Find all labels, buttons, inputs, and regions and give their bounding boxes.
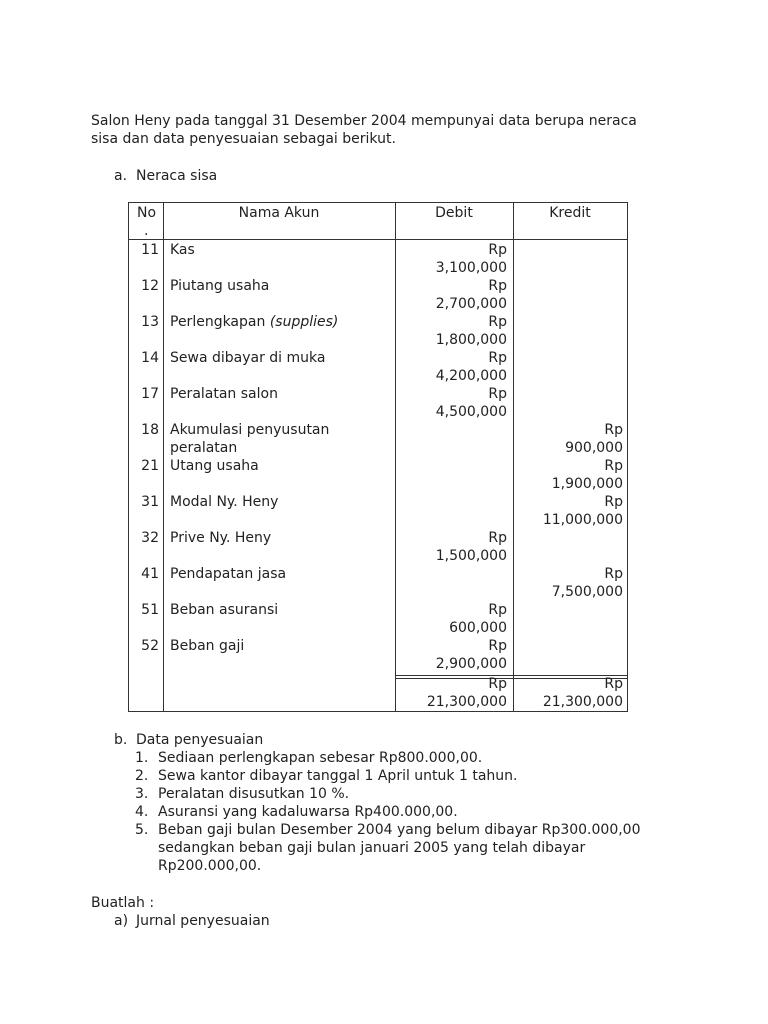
account-number: 31 — [141, 494, 159, 510]
account-number: 52 — [141, 638, 159, 654]
account-name — [170, 349, 325, 367]
adjustment-number: 3. — [135, 786, 149, 802]
header-kredit: Kredit — [549, 205, 591, 221]
account-name — [170, 421, 329, 439]
header-nama-akun: Nama Akun — [238, 205, 320, 221]
adjustment-text: Sewa kantor dibayar tanggal 1 April untuk 1 tahun. — [158, 768, 518, 784]
header-divider — [129, 239, 627, 240]
account-name-text: Utang usaha — [170, 458, 259, 474]
section-b-marker: b. — [114, 732, 128, 748]
account-number: 18 — [141, 422, 159, 438]
account-number: 41 — [141, 566, 159, 582]
task-marker: a) — [114, 913, 129, 929]
column-divider — [163, 203, 164, 711]
intro-line-1: Salon Heny pada tanggal 31 Desember 2004 mempunyai data berupa neraca — [91, 113, 637, 129]
account-number: 13 — [141, 314, 159, 330]
account-name-text: Pendapatan jasa — [170, 566, 287, 582]
debit-amount: 4,200,000 — [435, 368, 507, 384]
debit-currency: Rp — [488, 314, 507, 330]
account-name-text: Sewa dibayar di muka — [170, 350, 326, 366]
total-kredit-currency: Rp — [604, 676, 623, 692]
account-name-text: Perlengkapan — [170, 314, 270, 330]
account-name-text: Beban asuransi — [170, 602, 279, 618]
account-name — [170, 529, 271, 547]
account-number: 11 — [141, 242, 159, 258]
trial-balance-table — [128, 202, 628, 712]
account-name-text: Kas — [170, 242, 195, 258]
kredit-currency: Rp — [604, 566, 623, 582]
kredit-currency: Rp — [604, 422, 623, 438]
account-name-text: Beban gaji — [170, 638, 245, 654]
account-number: 12 — [141, 278, 159, 294]
debit-amount: 2,700,000 — [435, 296, 507, 312]
kredit-amount: 1,900,000 — [551, 476, 623, 492]
account-name-text: Modal Ny. Heny — [170, 494, 279, 510]
account-name — [170, 457, 259, 475]
account-name — [170, 313, 338, 331]
account-name — [170, 277, 269, 295]
account-number: 17 — [141, 386, 159, 402]
debit-currency: Rp — [488, 242, 507, 258]
intro-line-2: sisa dan data penyesuaian sebagai berikut. — [91, 131, 396, 147]
header-debit: Debit — [435, 205, 473, 221]
account-name-text: Prive Ny. Heny — [170, 530, 272, 546]
account-name-line-2: peralatan — [170, 440, 238, 456]
task-item: Jurnal penyesuaian — [136, 913, 270, 929]
kredit-amount: 11,000,000 — [542, 512, 623, 528]
debit-currency: Rp — [488, 530, 507, 546]
debit-currency: Rp — [488, 638, 507, 654]
kredit-currency: Rp — [604, 494, 623, 510]
total-kredit: 21,300,000 — [542, 694, 623, 710]
debit-amount: 600,000 — [449, 620, 507, 636]
adjustment-text: Sediaan perlengkapan sebesar Rp800.000,00. — [158, 750, 483, 766]
account-number: 32 — [141, 530, 159, 546]
adjustment-text: Asuransi yang kadaluwarsa Rp400.000,00. — [158, 804, 458, 820]
debit-currency: Rp — [488, 278, 507, 294]
debit-currency: Rp — [488, 350, 507, 366]
section-a-title: Neraca sisa — [136, 168, 218, 184]
task-title: Buatlah : — [91, 895, 155, 911]
debit-currency: Rp — [488, 602, 507, 618]
account-name — [170, 565, 286, 583]
account-name — [170, 241, 195, 259]
account-number: 51 — [141, 602, 159, 618]
debit-amount: 2,900,000 — [435, 656, 507, 672]
account-number: 14 — [141, 350, 159, 366]
total-debit: 21,300,000 — [426, 694, 507, 710]
adjustment-number: 2. — [135, 768, 149, 784]
adjustment-text: Rp200.000,00. — [158, 858, 262, 874]
kredit-amount: 7,500,000 — [551, 584, 623, 600]
adjustment-text: sedangkan beban gaji bulan januari 2005 yang telah dibayar — [158, 840, 586, 856]
section-b-title: Data penyesuaian — [136, 732, 264, 748]
adjustment-number: 1. — [135, 750, 149, 766]
debit-amount: 1,800,000 — [435, 332, 507, 348]
section-a-marker: a. — [114, 168, 128, 184]
account-name-text: Piutang usaha — [170, 278, 270, 294]
debit-amount: 4,500,000 — [435, 404, 507, 420]
account-name-italic: (supplies) — [269, 314, 339, 330]
account-number: 21 — [141, 458, 159, 474]
debit-currency: Rp — [488, 386, 507, 402]
account-name — [170, 601, 278, 619]
adjustment-text: Beban gaji bulan Desember 2004 yang belum dibayar Rp300.000,00 — [158, 822, 641, 838]
adjustment-text: Peralatan disusutkan 10 %. — [158, 786, 350, 802]
adjustment-number: 4. — [135, 804, 149, 820]
account-name — [170, 385, 278, 403]
account-name-text: Akumulasi penyusutan — [170, 422, 330, 438]
header-no: No — [137, 205, 157, 221]
total-debit-currency: Rp — [488, 676, 507, 692]
kredit-amount: 900,000 — [565, 440, 623, 456]
adjustment-number: 5. — [135, 822, 149, 838]
kredit-currency: Rp — [604, 458, 623, 474]
debit-amount: 3,100,000 — [435, 260, 507, 276]
account-name — [170, 493, 278, 511]
header-no-dot: . — [144, 223, 149, 239]
account-name — [170, 637, 244, 655]
debit-amount: 1,500,000 — [435, 548, 507, 564]
account-name-text: Peralatan salon — [170, 386, 278, 402]
